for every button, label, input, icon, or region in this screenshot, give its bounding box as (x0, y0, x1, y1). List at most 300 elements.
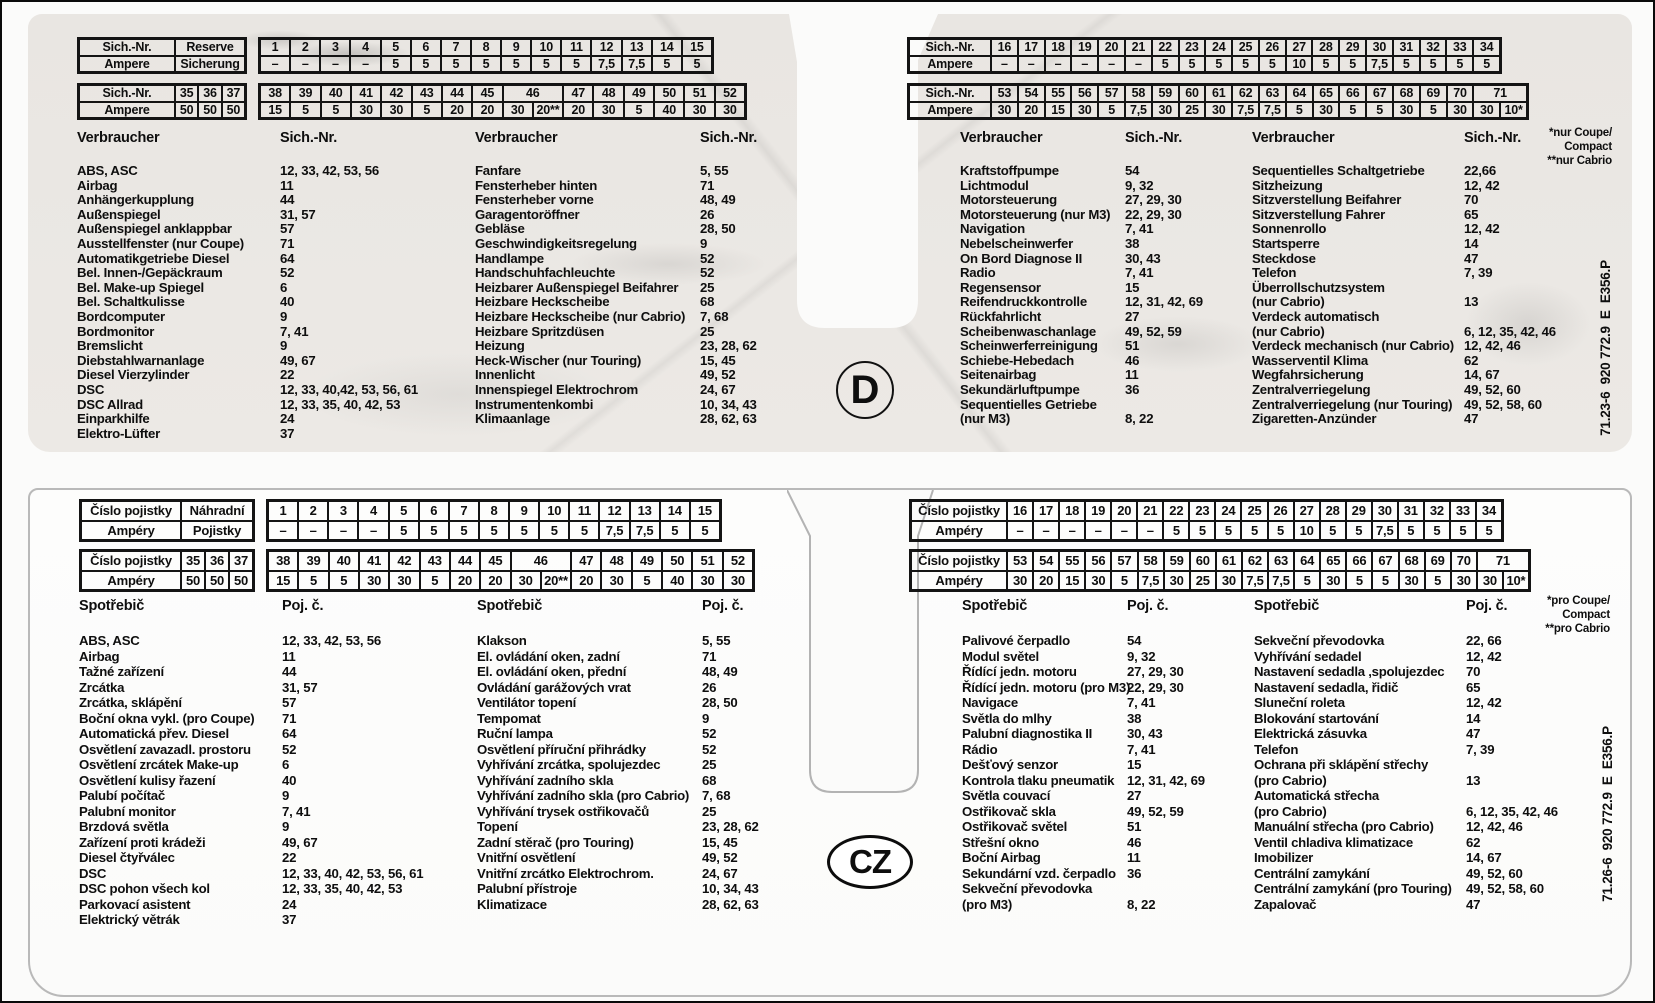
consumer-name: Heizbarer Außenspiegel Beifahrer (475, 279, 679, 295)
fuse-table-reserve-cz (79, 499, 255, 542)
consumer-name: Bremslicht (77, 338, 143, 354)
fuse-numbers: 12, 31, 42, 69 (1125, 294, 1203, 310)
footnote-line: Compact (1564, 141, 1612, 153)
fuse-cell: 5 (1294, 571, 1320, 591)
fuse-numbers: 7, 39 (1464, 265, 1493, 281)
consumer-name: Scheinwerferreinigung (960, 338, 1098, 354)
consumer-column-3-de (960, 130, 1240, 427)
ampere-label: Ampéry (911, 571, 1007, 591)
list-item (477, 680, 869, 696)
consumer-name: Vyhřívání sedadel (1254, 648, 1362, 664)
consumer-name: Sitzverstellung Beifahrer (1252, 192, 1402, 208)
fuse-cell: 5 (1446, 56, 1473, 73)
fuse-cell: 29 (1339, 39, 1366, 56)
reserve-fuse-label: Sicherung (175, 56, 245, 73)
consumer-name: Startsperre (1252, 235, 1320, 251)
list-item (1254, 664, 1594, 680)
fuse-cell: 5 (1179, 56, 1206, 73)
fuse-numbers: 10, 34, 43 (700, 396, 757, 412)
fuse-numbers: 9, 32 (1127, 648, 1156, 664)
consumer-name: Rückfahrlicht (960, 308, 1042, 324)
fuse-cell: 5 (298, 571, 328, 591)
consumer-name: (pro Cabrio) (1254, 803, 1327, 819)
fuse-cell: 20 (1098, 39, 1125, 56)
list-item (1252, 338, 1592, 353)
fuse-header: Poj. č. (282, 598, 324, 614)
fuse-numbers: 71 (280, 235, 295, 251)
fuse-header: Sich.-Nr. (280, 130, 338, 146)
fuse-cell: 20 (1033, 571, 1059, 591)
fuse-numbers: 12, 42, 46 (1464, 338, 1521, 354)
fuse-numbers: 31, 57 (282, 679, 318, 695)
fuse-cell: 23 (1189, 501, 1215, 521)
fuse-number-label: Sich.-Nr. (909, 39, 991, 56)
fuse-numbers: 12, 33, 42, 53, 56 (280, 163, 380, 178)
ampere-label: Ampéry (81, 571, 181, 591)
fuse-cell: 24 (1205, 39, 1232, 56)
consumer-name: Zadní stěrač (pro Touring) (477, 834, 634, 850)
consumer-name: Zentralverriegelung (1252, 381, 1371, 397)
list-item (1252, 280, 1592, 295)
fuse-cell: 15 (1059, 571, 1085, 591)
list-item (475, 192, 867, 207)
fuse-numbers: 22 (282, 850, 297, 865)
consumer-name: Centrální zamykání (1254, 865, 1370, 881)
fuse-cell: 34 (1473, 39, 1500, 56)
fuse-numbers: 11 (282, 648, 296, 664)
fuse-numbers: 27 (1125, 308, 1140, 324)
fuse-cell: 27 (1286, 39, 1313, 56)
fuse-numbers: 23, 28, 62 (702, 819, 759, 834)
fuse-cell: 4 (350, 39, 380, 56)
fuse-numbers: 14 (1466, 710, 1481, 726)
list-item (475, 338, 867, 353)
list-item (79, 881, 471, 897)
consumer-name: Telefon (1252, 265, 1297, 281)
consumer-column-1-de (77, 130, 469, 441)
fuse-cell: 65 (1313, 85, 1340, 102)
fuse-numbers: 71 (700, 177, 715, 193)
fuse-cell: 3 (320, 39, 350, 56)
fuse-cell: 20 (563, 102, 593, 119)
list-item (477, 804, 869, 820)
fuse-cell: 32 (1420, 39, 1447, 56)
consumer-name: Fanfare (475, 163, 521, 178)
list-item (962, 633, 1242, 649)
consumer-name: Modul světel (962, 648, 1039, 664)
consumer-name: Lichtmodul (960, 177, 1029, 193)
list-item (475, 221, 867, 236)
consumer-name: Automatická střecha (1254, 788, 1379, 803)
fuse-cell: 10* (1503, 571, 1529, 591)
fuse-cell: 5 (1366, 102, 1393, 119)
fuse-cell: 30 (1071, 102, 1098, 119)
fuse-cell: 30 (1473, 102, 1500, 119)
fuse-header: Poj. č. (702, 598, 744, 614)
consumer-name: Sekveční převodovka (962, 881, 1093, 896)
consumer-header: Verbraucher (960, 130, 1043, 146)
list-item (79, 850, 471, 866)
fuse-numbers: 54 (1127, 633, 1142, 648)
consumer-name: Wegfahrsicherung (1252, 367, 1364, 383)
fuse-cell: 15 (268, 571, 298, 591)
fuse-numbers: 24 (282, 896, 297, 912)
consumer-name: Verdeck mechanisch (nur Cabrio) (1252, 338, 1454, 354)
column-header (1254, 598, 1594, 618)
fuse-cell: 5 (1476, 521, 1502, 541)
fuse-cell: 5 (321, 102, 351, 119)
consumer-name: Vyhřívání trysek ostřikovačů (477, 803, 650, 819)
fuse-numbers: 9 (282, 788, 290, 803)
fuse-numbers: 7, 41 (1127, 741, 1156, 757)
list-item (475, 324, 867, 339)
fuse-cell: 10 (1294, 521, 1320, 541)
fuse-cell: 5 (624, 102, 654, 119)
consumer-name: Kontrola tlaku pneumatik (962, 772, 1115, 788)
fuse-numbers: 28, 50 (702, 695, 738, 710)
consumer-name: DSC (77, 381, 105, 397)
fuse-cell: – (1007, 521, 1033, 541)
list-item (77, 192, 469, 207)
fuse-numbers: 6, 12, 35, 42, 46 (1466, 803, 1558, 819)
fuse-numbers: 27, 29, 30 (1125, 192, 1182, 208)
consumer-header: Spotřebič (477, 598, 543, 614)
consumer-name: Schiebe-Hebedach (960, 352, 1074, 368)
fuse-cell: 5 (1450, 521, 1476, 541)
fuse-cell: – (1085, 521, 1111, 541)
fuse-cell: 5 (412, 102, 442, 119)
fuse-cell: 7,5 (1259, 102, 1286, 119)
list-item (1254, 649, 1594, 665)
fuse-numbers: 7, 41 (280, 323, 309, 339)
fuse-numbers: 22, 66 (1466, 633, 1502, 648)
fuse-cell: 70 (1447, 85, 1474, 102)
consumer-name: Palivové čerpadlo (962, 633, 1070, 648)
list-item (475, 163, 867, 178)
fuse-cell: 50 (175, 102, 198, 119)
list-item (962, 711, 1242, 727)
reserve-label: Náhradní (181, 501, 253, 521)
consumer-name: Centrální zamykání (pro Touring) (1254, 881, 1452, 896)
list-item (1254, 757, 1594, 773)
fuse-cell: 30 (1477, 571, 1503, 591)
list-item (960, 397, 1240, 412)
fuse-numbers: 14, 67 (1466, 850, 1502, 865)
fuse-numbers: 6 (280, 279, 288, 295)
fuse-cell: 7 (441, 39, 471, 56)
fuse-numbers: 71 (702, 648, 717, 664)
consumer-name: Steckdose (1252, 250, 1316, 266)
fuse-numbers: 12, 42 (1466, 695, 1502, 710)
fuse-numbers: 49, 52, 59 (1127, 803, 1184, 819)
fuse-cell: 30 (1451, 571, 1477, 591)
fuse-cell: 55 (1045, 85, 1072, 102)
fuse-cell: 5 (381, 56, 411, 73)
list-item (477, 711, 869, 727)
consumer-name: Sequentielles Getriebe (960, 396, 1097, 412)
fuse-numbers: 51 (1127, 819, 1142, 834)
fuse-cell: 50 (205, 571, 229, 591)
consumer-name: Heizbare Heckscheibe (nur Cabrio) (475, 308, 686, 324)
consumer-name: Vnitřní osvětlení (477, 850, 576, 865)
consumer-name: Bordcomputer (77, 308, 165, 324)
consumer-header: Verbraucher (77, 130, 160, 146)
consumer-name: Heizbare Heckscheibe (475, 294, 610, 310)
consumer-name: Außenspiegel (77, 206, 161, 222)
list-item (79, 649, 471, 665)
fuse-numbers: 22, 29, 30 (1125, 206, 1182, 222)
list-item (79, 773, 471, 789)
fuse-cell: 5 (1372, 571, 1398, 591)
list-item (962, 680, 1242, 696)
column-header (1252, 130, 1592, 150)
fuse-cell: 38 (268, 551, 298, 571)
consumer-name: Sluneční roleta (1254, 695, 1345, 710)
consumer-name: Palubní přístroje (477, 881, 577, 896)
fuse-cell: 5 (561, 56, 591, 73)
fuse-cell: 67 (1366, 85, 1393, 102)
fuse-cell: 30 (1366, 39, 1393, 56)
consumer-name: Kraftstoffpumpe (960, 163, 1059, 178)
consumer-name: DSC (79, 865, 107, 881)
ampere-label: Ampéry (81, 521, 181, 541)
consumer-name: Garagentoröffner (475, 206, 580, 222)
fuse-cell: 5 (1163, 521, 1189, 541)
fuse-cell: – (320, 56, 350, 73)
fuse-cell: 49 (624, 85, 654, 102)
fuse-numbers: 9, 32 (1125, 177, 1154, 193)
list-item (77, 382, 469, 397)
fuse-table-35-37-de (77, 83, 247, 120)
fuse-header: Sich.-Nr. (700, 130, 758, 146)
fuse-numbers: 52 (702, 726, 717, 741)
fuse-cell: 5 (1312, 56, 1339, 73)
consumer-name: Elektrický větrák (79, 912, 180, 927)
fuse-cell: 30 (1313, 102, 1340, 119)
list-item (960, 411, 1240, 426)
fuse-cell: 50 (198, 102, 221, 119)
fuse-numbers: 13 (1464, 294, 1479, 310)
fuse-numbers: 54 (1125, 163, 1140, 178)
list-item (1252, 382, 1592, 397)
consumer-name: Palubní diagnostika II (962, 726, 1093, 741)
fuse-number-label: Číslo pojistky (81, 551, 181, 571)
fuse-number-label: Číslo pojistky (911, 551, 1007, 571)
list-item (960, 280, 1240, 295)
fuse-cell: 47 (563, 85, 593, 102)
fuse-cell: 54 (1018, 85, 1045, 102)
fuse-numbers: 52 (280, 265, 295, 281)
fuse-numbers: 5, 55 (700, 163, 729, 178)
list-item (1254, 680, 1594, 696)
fuse-cell: 43 (420, 551, 450, 571)
list-item (1252, 207, 1592, 222)
fuse-cell: – (350, 56, 380, 73)
fuse-cell: 6 (411, 39, 441, 56)
fuse-cell: – (1033, 521, 1059, 541)
consumer-name: Scheibenwaschanlage (960, 323, 1096, 339)
list-item (77, 353, 469, 368)
list-item (1254, 726, 1594, 742)
fuse-cell: 48 (593, 85, 623, 102)
fuse-numbers: 68 (700, 294, 715, 310)
consumer-name: Automatikgetriebe Diesel (77, 250, 230, 266)
consumer-column-3-cz (962, 598, 1242, 912)
list-item (77, 397, 469, 412)
list-item (79, 866, 471, 882)
fuse-cell: 33 (1450, 501, 1476, 521)
fuse-cell: 5 (501, 56, 531, 73)
fuse-cell: 5 (1215, 521, 1241, 541)
fuse-cell: 36 (205, 551, 229, 571)
list-item (79, 680, 471, 696)
fuse-cell: 7,5 (1366, 56, 1393, 73)
fuse-cell: 64 (1286, 85, 1313, 102)
fuse-cell: 30 (359, 571, 389, 591)
fuse-numbers: 70 (1466, 664, 1481, 679)
fuse-numbers: 62 (1466, 834, 1481, 850)
consumer-name: Diesel čtyřválec (79, 850, 175, 865)
fuse-numbers: 65 (1466, 679, 1481, 695)
consumer-name: Radio (960, 265, 996, 281)
fuse-table-53-71-de (907, 83, 1529, 120)
list-item (475, 294, 867, 309)
list-item (475, 280, 867, 295)
list-item (1252, 192, 1592, 207)
list-item (77, 280, 469, 295)
fuse-cell: 47 (571, 551, 601, 571)
fuse-cell: 58 (1138, 551, 1164, 571)
fuse-numbers: 71 (282, 710, 297, 726)
list-item (960, 192, 1240, 207)
fuse-numbers: 12, 42, 46 (1466, 819, 1523, 834)
fuse-cell: 20 (571, 571, 601, 591)
fuse-cell: 68 (1399, 551, 1425, 571)
fuse-cell: 44 (450, 551, 480, 571)
consumer-name: Heizbare Spritzdüsen (475, 323, 605, 339)
list-item (77, 324, 469, 339)
consumer-name: Osvětlení příruční přihrádky (477, 741, 646, 757)
fuse-table-38-52-de (258, 83, 747, 120)
consumer-name: DSC pohon všech kol (79, 881, 210, 896)
consumer-name: Vyhřívání zrcátka, spolujezdec (477, 757, 661, 772)
fuse-cell: 5 (419, 521, 449, 541)
list-item (77, 163, 469, 178)
fuse-numbers: 49, 67 (280, 352, 316, 368)
consumer-name: Vnitřní zrcátko Elektrochrom. (477, 865, 654, 881)
consumer-name: ABS, ASC (77, 163, 138, 178)
fuse-cell: 22 (1152, 39, 1179, 56)
consumer-name: Sequentielles Schaltgetriebe (1252, 163, 1425, 178)
part-number-de: 71.23-6 920 772.9 E E356.P (1598, 260, 1613, 436)
fuse-cell: 30 (1007, 571, 1033, 591)
consumer-name: Řídící jedn. motoru (pro M3) (962, 679, 1131, 695)
consumer-name: Světla do mlhy (962, 710, 1052, 726)
fuse-table-reserve-de (77, 37, 247, 74)
fuse-cell: 5 (1420, 102, 1447, 119)
list-item (1252, 367, 1592, 382)
fuse-cell: 36 (198, 85, 221, 102)
fuse-cell: 20** (533, 102, 563, 119)
fuse-numbers: 14, 67 (1464, 367, 1500, 383)
list-item (1252, 294, 1592, 309)
fuse-cell: 5 (569, 521, 599, 541)
list-item (960, 265, 1240, 280)
fuse-cell: 25 (1179, 102, 1206, 119)
fuse-numbers: 26 (700, 206, 715, 222)
fuse-cell: 29 (1346, 501, 1372, 521)
consumer-name: Zařízení proti krádeži (79, 834, 206, 850)
fuse-cell: 5 (290, 102, 320, 119)
consumer-name: Außenspiegel anklappbar (77, 221, 232, 237)
consumer-name: Zigaretten-Anzünder (1252, 411, 1377, 427)
consumer-name: Gebläse (475, 221, 525, 237)
list-item (1254, 695, 1594, 711)
list-item (960, 163, 1240, 178)
fuse-cell: 16 (1007, 501, 1033, 521)
fuse-cell: 60 (1190, 551, 1216, 571)
fuse-numbers: 52 (282, 741, 297, 757)
column-header (477, 598, 869, 618)
fuse-numbers: 57 (280, 221, 295, 237)
fuse-cell: 38 (260, 85, 290, 102)
list-item (77, 426, 469, 441)
list-item (1252, 397, 1592, 412)
fuse-table-35-37-cz (79, 549, 255, 592)
fuse-numbers: 7, 41 (282, 803, 311, 819)
fuse-numbers: 7, 41 (1125, 265, 1154, 281)
fuse-cell: – (290, 56, 320, 73)
fuse-numbers: 68 (702, 772, 717, 788)
consumer-header: Spotřebič (1254, 598, 1320, 614)
consumer-name: Brzdová světla (79, 819, 169, 834)
fuse-cell: 40 (654, 102, 684, 119)
fuse-cell: 57 (1111, 551, 1137, 571)
fuse-numbers: 7, 68 (702, 788, 731, 803)
fuse-cell: 5 (389, 521, 419, 541)
fuse-cell: 57 (1098, 85, 1125, 102)
fuse-cell: 27 (1294, 501, 1320, 521)
list-item (475, 397, 867, 412)
fuse-cell: 45 (472, 85, 502, 102)
fuse-cell: 30 (1085, 571, 1111, 591)
list-item (475, 265, 867, 280)
fuse-numbers: 52 (702, 741, 717, 757)
fuse-cell: 5 (1152, 56, 1179, 73)
country-badge-d (836, 361, 894, 419)
fuse-numbers: 40 (280, 294, 295, 310)
consumer-name: Tažné zařízení (79, 664, 164, 679)
list-item (1254, 850, 1594, 866)
fuse-numbers: 15, 45 (700, 352, 736, 368)
list-item (477, 773, 869, 789)
list-item (960, 324, 1240, 339)
fuse-cell: 50 (181, 571, 205, 591)
fuse-cell: 26 (1268, 501, 1294, 521)
consumer-column-2-cz (477, 598, 869, 912)
fuse-cell: 5 (1346, 571, 1372, 591)
fuse-cell: 20** (541, 571, 571, 591)
fuse-table-16-34-de (907, 37, 1502, 74)
list-item (962, 835, 1242, 851)
fuse-cell: 37 (229, 551, 253, 571)
consumer-name: Ventil chladiva klimatizace (1254, 834, 1413, 850)
fuse-cell: 10 (1286, 56, 1313, 73)
fuse-cell: 12 (599, 501, 629, 521)
consumer-name: Rádio (962, 741, 998, 757)
fuse-cell: 16 (991, 39, 1018, 56)
list-item (77, 221, 469, 236)
